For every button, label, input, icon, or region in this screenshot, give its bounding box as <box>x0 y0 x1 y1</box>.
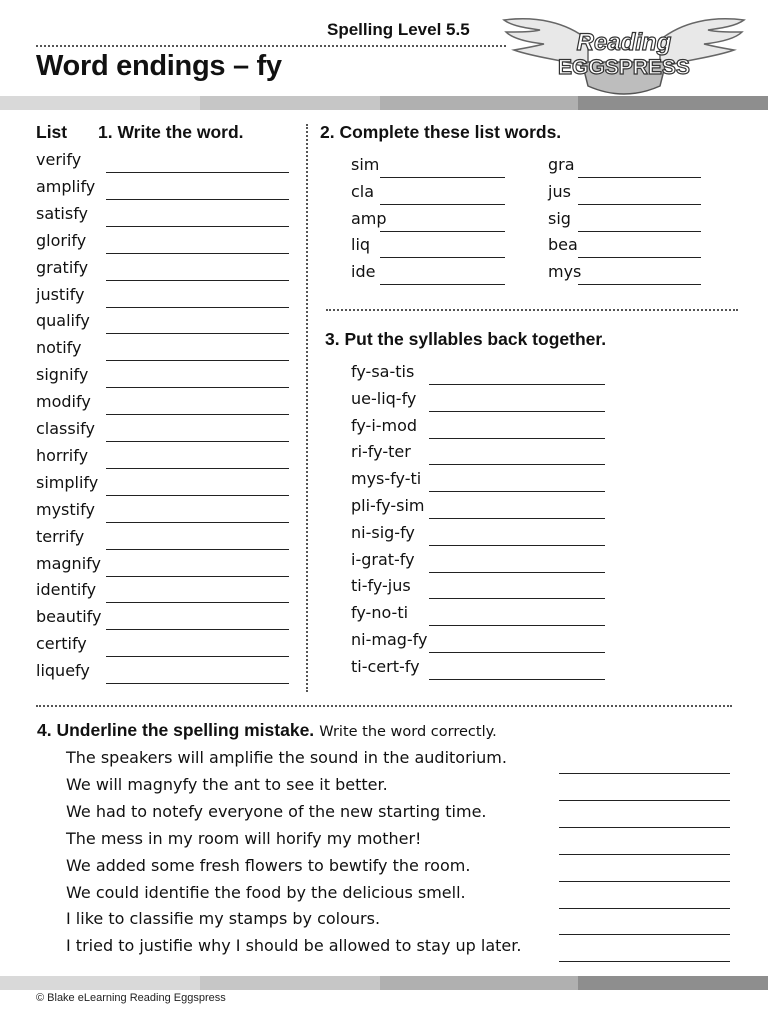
correction-line[interactable] <box>559 827 730 828</box>
answer-line[interactable] <box>429 679 605 680</box>
write-line[interactable] <box>106 468 289 469</box>
completion-line[interactable] <box>380 257 505 258</box>
sentence: We could identifie the food by the delicious smell. <box>66 882 466 902</box>
write-line[interactable] <box>106 576 289 577</box>
write-line[interactable] <box>106 683 289 684</box>
syllable-group: ue-liq-fy <box>351 388 417 408</box>
reading-eggspress-logo <box>496 10 752 106</box>
syllable-group: ri-fy-ter <box>351 442 411 462</box>
list-word: terrify <box>36 526 85 546</box>
word-stem: sig <box>548 208 571 228</box>
list-word: satisfy <box>36 203 89 223</box>
word-stem: ide <box>351 262 376 282</box>
answer-line[interactable] <box>429 384 605 385</box>
list-word: magnify <box>36 553 101 573</box>
section-3-heading: 3. Put the syllables back together. <box>325 329 607 349</box>
list-word: horrify <box>36 445 89 465</box>
answer-line[interactable] <box>429 545 605 546</box>
syllable-group: mys-fy-ti <box>351 469 422 489</box>
list-word: simplify <box>36 472 99 492</box>
correction-line[interactable] <box>559 773 730 774</box>
word-stem: mys <box>548 262 582 282</box>
write-line[interactable] <box>106 253 289 254</box>
word-stem: bea <box>548 235 578 255</box>
write-line[interactable] <box>106 387 289 388</box>
sentence: The speakers will amplifie the sound in the auditorium. <box>66 748 507 767</box>
list-word: mystify <box>36 499 95 519</box>
correction-line[interactable] <box>559 854 730 855</box>
list-word: beautify <box>36 607 102 627</box>
list-word: modify <box>36 392 91 412</box>
syllable-group: i-grat-fy <box>351 549 415 569</box>
completion-line[interactable] <box>380 231 505 232</box>
section-4-instruction: Write the word correctly. <box>319 724 497 740</box>
write-line[interactable] <box>106 307 289 308</box>
page-title: Word endings – fy <box>36 50 282 82</box>
word-stem: amp <box>351 208 387 228</box>
bottom-band <box>0 976 768 990</box>
list-word: amplify <box>36 176 96 196</box>
list-word: verify <box>36 150 82 169</box>
syllable-group: pli-fy-sim <box>351 496 425 515</box>
write-line[interactable] <box>106 656 289 657</box>
answer-line[interactable] <box>429 518 605 519</box>
word-stem: sim <box>351 155 380 174</box>
write-line[interactable] <box>106 280 289 281</box>
logo-text-eggspress: EGGSPRESS <box>558 56 690 79</box>
list-word: liquefy <box>36 661 90 681</box>
syllable-group: ni-mag-fy <box>351 630 428 649</box>
word-stem: liq <box>351 235 371 255</box>
word-stem: cla <box>351 181 375 201</box>
completion-line[interactable] <box>380 177 505 178</box>
word-stem: jus <box>548 181 571 201</box>
copyright-footer: © Blake eLearning Reading Eggspress <box>36 992 226 1004</box>
section-4-heading <box>37 720 497 741</box>
syllable-group: ti-fy-jus <box>351 576 411 596</box>
column-divider <box>306 124 308 692</box>
answer-line[interactable] <box>429 652 605 653</box>
syllable-group: fy-i-mod <box>351 415 418 435</box>
answer-line[interactable] <box>429 598 605 599</box>
write-line[interactable] <box>106 441 289 442</box>
completion-line[interactable] <box>380 284 505 285</box>
write-line[interactable] <box>106 602 289 603</box>
completion-line[interactable] <box>578 177 701 178</box>
syllable-group: ti-cert-fy <box>351 656 420 676</box>
top-band <box>0 96 768 110</box>
sentence: The mess in my room will horify my mother! <box>66 828 422 848</box>
list-word: notify <box>36 338 82 358</box>
list-word: qualify <box>36 311 90 331</box>
write-line[interactable] <box>106 360 289 361</box>
list-word: signify <box>36 365 89 385</box>
list-word: gratify <box>36 257 89 277</box>
sentence: I like to classifie my stamps by colours. <box>66 909 381 929</box>
write-line[interactable] <box>106 226 289 227</box>
write-line[interactable] <box>106 199 289 200</box>
correction-line[interactable] <box>559 961 730 962</box>
sentence: We will magnyfy the ant to see it better. <box>66 774 388 794</box>
correction-line[interactable] <box>559 908 730 909</box>
list-word: classify <box>36 419 95 438</box>
answer-line[interactable] <box>429 438 605 439</box>
list-word: justify <box>36 284 85 304</box>
completion-line[interactable] <box>578 231 701 232</box>
title-divider <box>36 45 506 47</box>
completion-line[interactable] <box>578 284 701 285</box>
list-word: certify <box>36 634 87 654</box>
correction-line[interactable] <box>559 800 730 801</box>
sentence: We had to notefy everyone of the new starting time. <box>66 801 487 821</box>
list-word: glorify <box>36 230 87 250</box>
answer-line[interactable] <box>429 491 605 492</box>
write-line[interactable] <box>106 495 289 496</box>
section-4-title: 4. Underline the spelling mistake. <box>37 720 315 740</box>
write-line[interactable] <box>106 629 289 630</box>
section-2-heading: 2. Complete these list words. <box>320 122 562 142</box>
answer-line[interactable] <box>429 411 605 412</box>
write-line[interactable] <box>106 172 289 173</box>
completion-line[interactable] <box>578 204 701 205</box>
completion-line[interactable] <box>380 204 505 205</box>
syllable-group: fy-no-ti <box>351 603 409 623</box>
answer-line[interactable] <box>429 464 605 465</box>
section-divider <box>326 309 738 311</box>
list-word: identify <box>36 580 97 600</box>
write-line[interactable] <box>106 414 289 415</box>
write-line[interactable] <box>106 333 289 334</box>
completion-line[interactable] <box>578 257 701 258</box>
logo-text-reading: Reading <box>576 29 672 56</box>
section-divider <box>36 705 732 707</box>
word-stem: gra <box>548 155 575 174</box>
sentence: I tried to justifie why I should be allowed to stay up later. <box>66 936 522 956</box>
write-line[interactable] <box>106 549 289 550</box>
correction-line[interactable] <box>559 881 730 882</box>
correction-line[interactable] <box>559 934 730 935</box>
answer-line[interactable] <box>429 572 605 573</box>
list-label: List <box>36 122 68 142</box>
syllable-group: ni-sig-fy <box>351 522 415 542</box>
syllable-group: fy-sa-tis <box>351 362 415 381</box>
answer-line[interactable] <box>429 625 605 626</box>
write-line[interactable] <box>106 522 289 523</box>
section-1-heading: 1. Write the word. <box>98 122 244 142</box>
sentence: We added some fresh flowers to bewtify the room. <box>66 855 471 875</box>
level-label: Spelling Level 5.5 <box>327 20 470 39</box>
